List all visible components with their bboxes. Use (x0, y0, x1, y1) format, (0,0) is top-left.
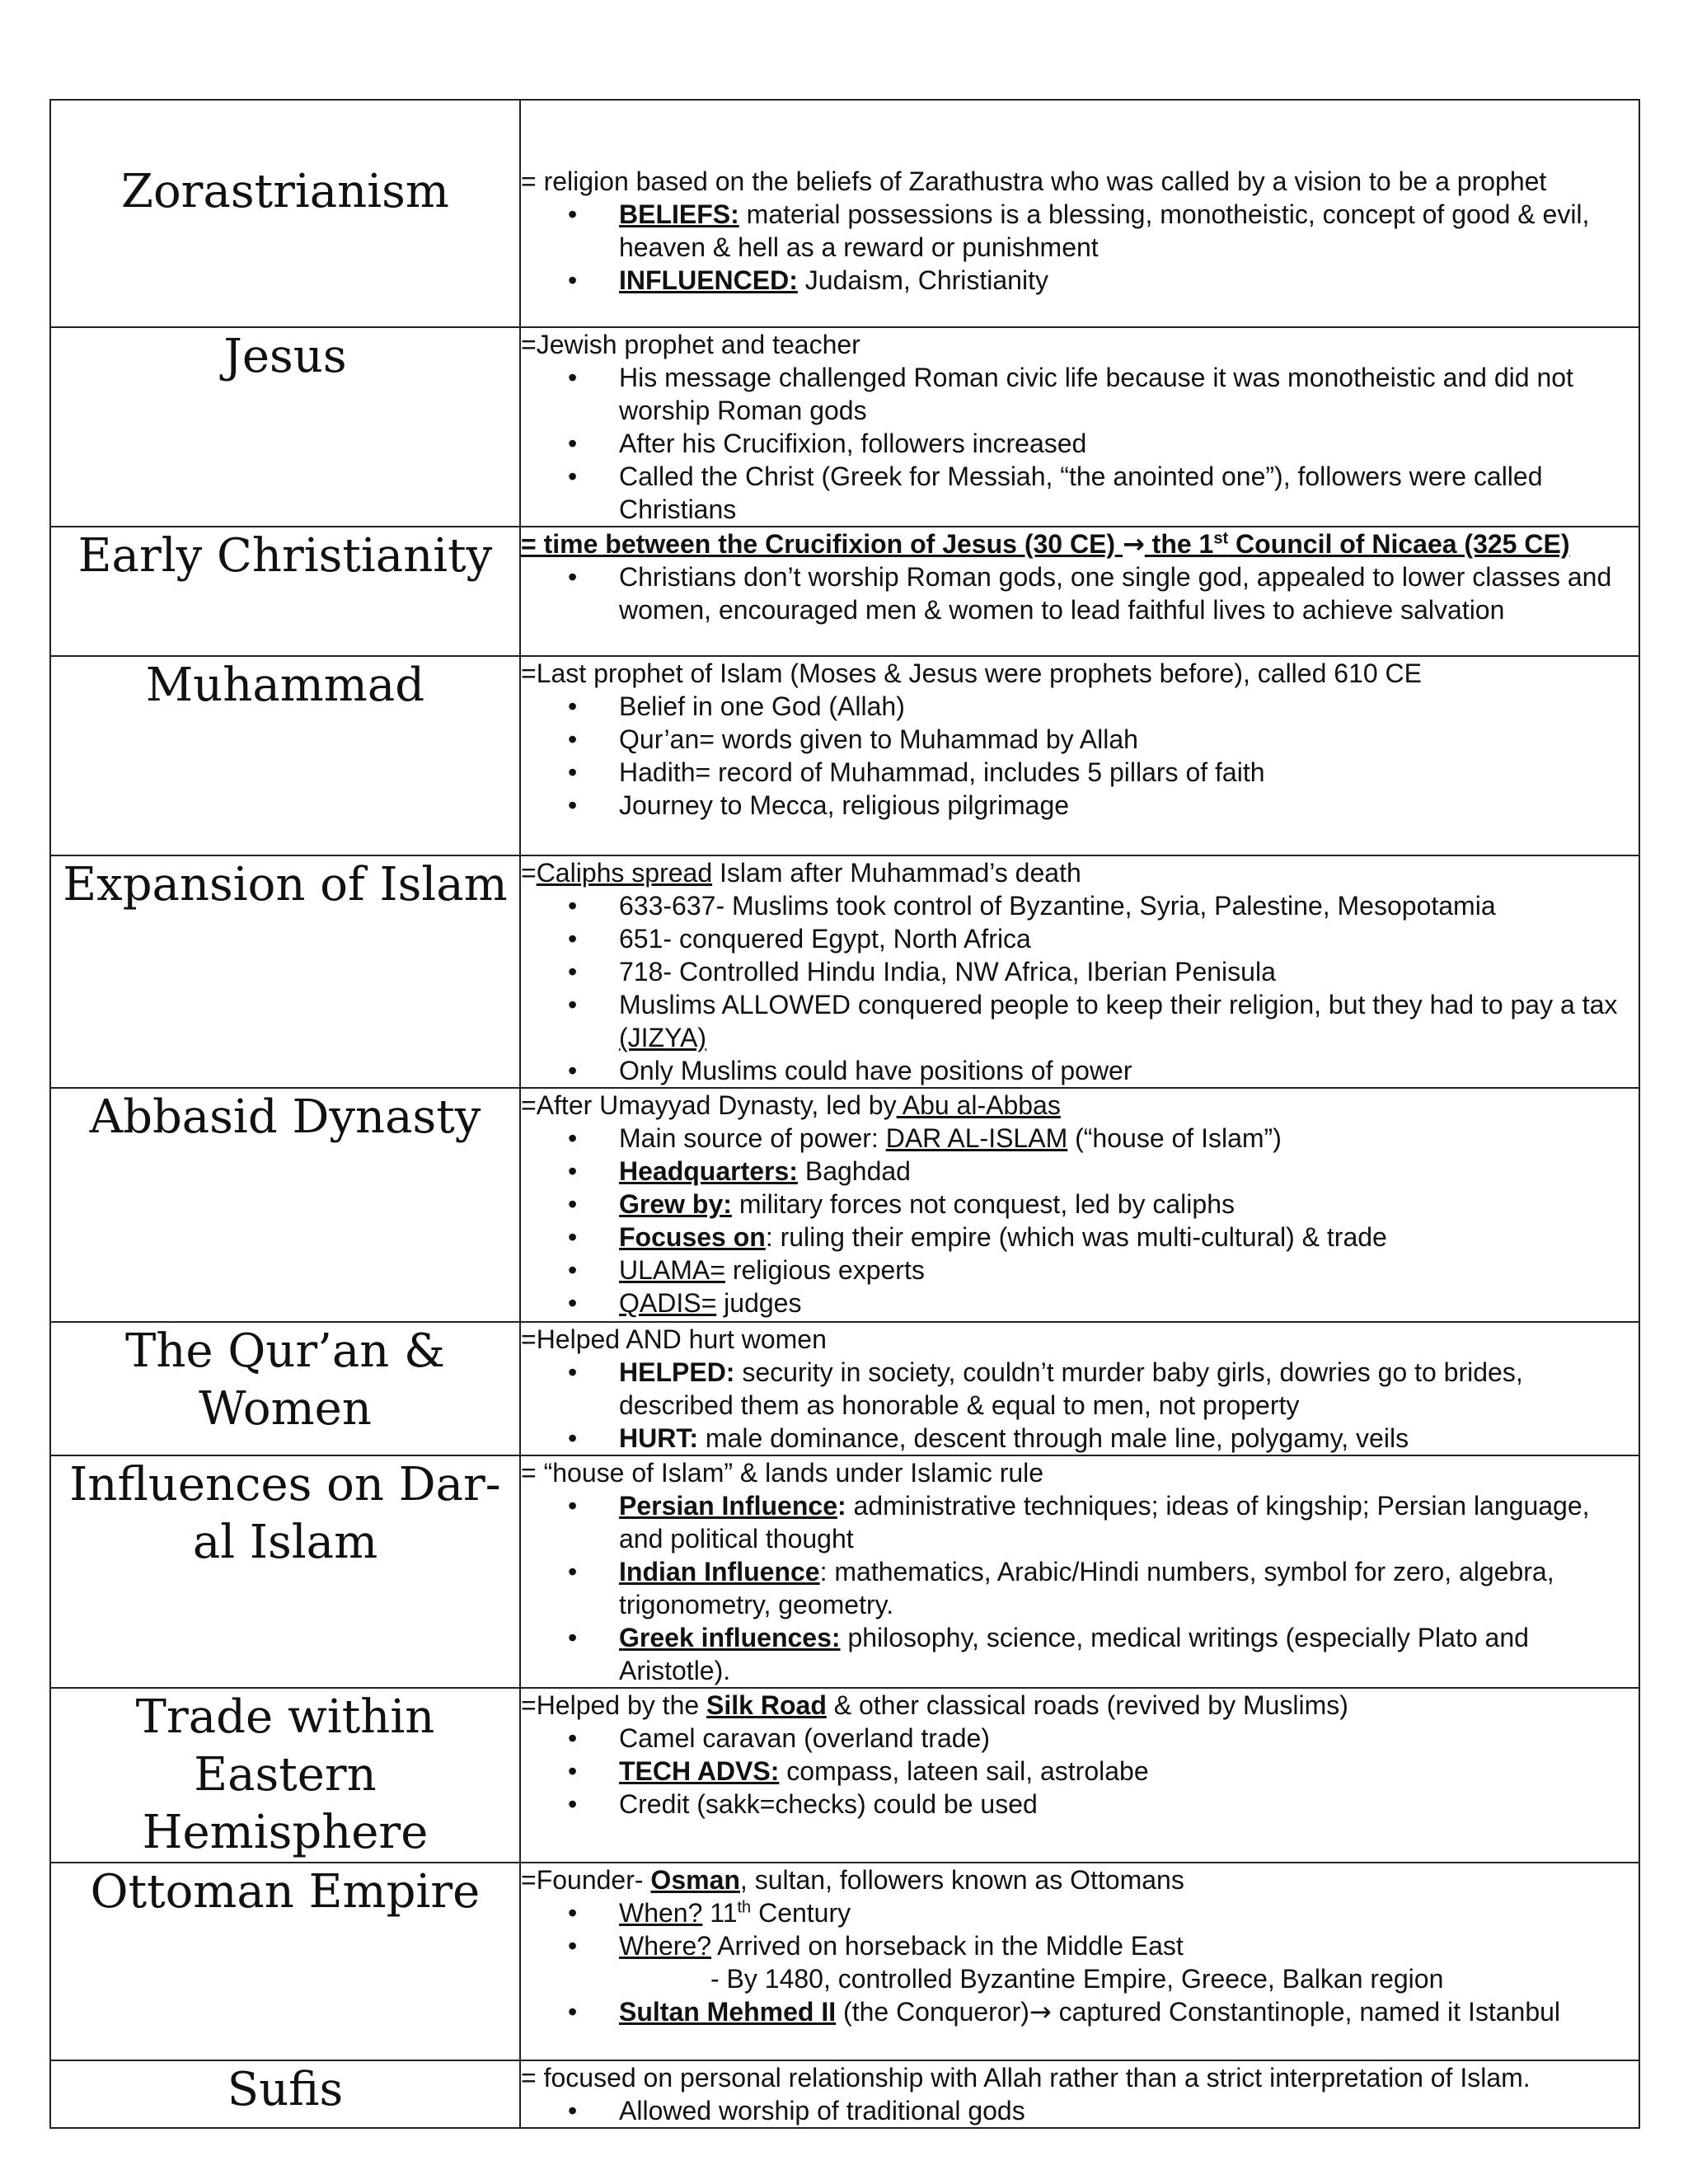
bullet-list (521, 1722, 1639, 1821)
bullet-label: : (837, 1491, 846, 1521)
list-item (619, 1555, 1639, 1621)
description-cell (520, 100, 1639, 327)
term: Jesus (223, 330, 347, 383)
description-cell (520, 1455, 1639, 1688)
term-cell (50, 527, 520, 656)
bullet-label: When? (619, 1898, 703, 1928)
bullet-list (521, 1896, 1639, 2028)
definition: = religion based on the beliefs of Zarathustra who was called by a vision to be a prophet (521, 166, 1547, 196)
term-cell (50, 855, 520, 1088)
bullet-text: (the Conqueror) (836, 1997, 1029, 2027)
arrow-icon: → (1122, 528, 1145, 560)
definition: = focused on personal relationship with Allah rather than a strict interpretation of Islam. (521, 2063, 1531, 2093)
description-cell (520, 327, 1639, 527)
bullet-text: material possessions is a blessing, monotheistic, concept of good & evil, heaven & hell as a reward or punishment (619, 199, 1590, 262)
term-cell (50, 1088, 520, 1322)
bullet-text: (JIZYA) (619, 1023, 707, 1052)
study-table (49, 99, 1640, 2129)
list-item (619, 198, 1639, 264)
term-cell (50, 2060, 520, 2128)
table-row (50, 327, 1639, 527)
bullet-label: HELPED: (619, 1357, 735, 1387)
list-item (619, 1188, 1639, 1221)
definition (521, 1863, 1639, 1896)
bullet-label: Greek influences: (619, 1623, 841, 1652)
term-cell (50, 100, 520, 327)
superscript: st (1213, 529, 1229, 548)
list-item (619, 988, 1639, 1054)
list-item: • His message challenged Roman civic life because it was monotheistic and did not worship Roman gods (619, 361, 1639, 427)
bullet-label: INFLUENCED: (619, 265, 798, 295)
definition-part: = (521, 858, 537, 888)
definition-part: Osman (650, 1865, 740, 1895)
bullet-list (521, 361, 1639, 526)
bullet-label: HURT: (619, 1423, 698, 1453)
definition: =Helped AND hurt women (521, 1324, 827, 1354)
bullet-list (521, 889, 1639, 1087)
term: Ottoman Empire (90, 1865, 481, 1919)
definition-part: & other classical roads (revived by Muslims) (826, 1690, 1348, 1720)
list-item (619, 1286, 1639, 1319)
definition-part: Islam after Muhammad’s death (712, 858, 1081, 888)
bullet-text: military forces not conquest, led by caliphs (731, 1189, 1235, 1219)
list-item: • Only Muslims could have positions of power (619, 1054, 1639, 1087)
term: Abbasid Dynasty (89, 1090, 481, 1144)
description-cell (520, 2060, 1639, 2128)
bullet-label: Where? (619, 1931, 712, 1961)
bullet-label: BELIEFS: (619, 199, 739, 229)
definition-part: =Founder- (521, 1865, 651, 1895)
bullet-label: ULAMA= (619, 1255, 725, 1285)
list-item: • Christians don’t worship Roman gods, one single god, appealed to lower classes and women, encouraged men & women to lead faithful lives to achieve salvation (619, 560, 1639, 626)
term: Muhammad (145, 658, 425, 712)
list-item (619, 1155, 1639, 1188)
table-row (50, 100, 1639, 327)
description-cell (520, 1088, 1639, 1322)
definition-part: the 1 (1144, 529, 1214, 559)
bullet-label: Sultan Mehmed II (619, 1997, 837, 2027)
bullet-text: religious experts (724, 1255, 925, 1285)
list-item: • Qur’an= words given to Muhammad by Allah (619, 723, 1639, 756)
list-item: • Hadith= record of Muhammad, includes 5 pillars of faith (619, 756, 1639, 789)
definition: =Last prophet of Islam (Moses & Jesus were prophets before), called 610 CE (521, 658, 1422, 688)
term-cell (50, 1322, 520, 1455)
definition-part: Caliphs spread (536, 858, 713, 888)
list-item: • 718- Controlled Hindu India, NW Africa, Iberian Penisula (619, 955, 1639, 988)
bullet-text: male dominance, descent through male line, polygamy, veils (697, 1423, 1409, 1453)
bullet-label: Focuses on (619, 1222, 766, 1252)
table-row (50, 1455, 1639, 1688)
term: Influences on Dar-al Islam (69, 1458, 501, 1569)
definition-part: =Helped by the (521, 1690, 707, 1720)
description-cell (520, 656, 1639, 855)
description-cell (520, 1863, 1639, 2060)
description-cell (520, 855, 1639, 1088)
sub-point: - By 1480, controlled Byzantine Empire, Greece, Balkan region (710, 1964, 1444, 1994)
definition-part (1145, 529, 1570, 559)
definition-part: , sultan, followers known as Ottomans (739, 1865, 1184, 1895)
bullet-text: compass, lateen sail, astrolabe (779, 1756, 1149, 1786)
list-item: • Belief in one God (Allah) (619, 690, 1639, 723)
bullet-list (521, 2094, 1639, 2127)
bullet-text: Muslims ALLOWED conquered people to keep their religion, but they had to pay a tax (619, 990, 1618, 1019)
term: Expansion of Islam (63, 858, 508, 912)
list-item (619, 1489, 1639, 1555)
definition: = “house of Islam” & lands under Islamic rule (521, 1458, 1044, 1488)
table-row (50, 2060, 1639, 2128)
bullet-text: Arrived on horseback in the Middle East (711, 1931, 1184, 1961)
bullet-list (521, 1356, 1639, 1455)
list-item (619, 1422, 1639, 1455)
bullet-text: DAR AL-ISLAM (885, 1123, 1068, 1153)
bullet-label: Headquarters: (619, 1156, 798, 1186)
table-row (50, 1863, 1639, 2060)
bullet-label: TECH ADVS: (619, 1756, 780, 1786)
bullet-text: (“house of Islam”) (1067, 1123, 1282, 1153)
definition-part: Silk Road (706, 1690, 827, 1720)
term-cell (50, 656, 520, 855)
bullet-text: Judaism, Christianity (797, 265, 1048, 295)
definition-part: = time between the Crucifixion of Jesus (30 CE) (521, 529, 1123, 559)
description-cell (520, 527, 1639, 656)
definition (521, 1089, 1639, 1122)
list-item: • Camel caravan (overland trade) (619, 1722, 1639, 1755)
bullet-text: security in society, couldn’t murder baby girls, dowries go to brides, described them as honorable & equal to men, not property (619, 1357, 1523, 1420)
list-item (619, 1896, 1639, 1929)
definition: =Jewish prophet and teacher (521, 330, 860, 359)
list-item (619, 264, 1639, 297)
bullet-text: Baghdad (797, 1156, 911, 1186)
term: Sufis (227, 2063, 344, 2116)
bullet-text: captured Constantinople, named it Istanbul (1051, 1997, 1561, 2027)
term-cell (50, 1688, 520, 1863)
superscript: th (737, 1898, 752, 1917)
bullet-text: judges (716, 1288, 802, 1318)
bullet-list (521, 1489, 1639, 1687)
list-item (619, 1122, 1639, 1155)
list-item: • 633-637- Muslims took control of Byzantine, Syria, Palestine, Mesopotamia (619, 889, 1639, 922)
term: Trade within Eastern Hemisphere (135, 1690, 435, 1859)
bullet-text: philosophy, science, medical writings (especially Plato and Aristotle). (619, 1623, 1529, 1685)
list-item (619, 1221, 1639, 1254)
arrow-icon: → (1029, 1996, 1052, 2027)
list-item: • Journey to Mecca, religious pilgrimage (619, 789, 1639, 822)
table-row (50, 855, 1639, 1088)
bullet-list (521, 560, 1639, 626)
bullet-text: Main source of power: (619, 1123, 886, 1153)
list-item: • 651- conquered Egypt, North Africa (619, 922, 1639, 955)
table-row (50, 527, 1639, 656)
bullet-text: administrative techniques; ideas of kingship; Persian language, and political thought (619, 1491, 1590, 1554)
bullet-text: Century (751, 1898, 851, 1928)
list-item: • Called the Christ (Greek for Messiah, “the anointed one”), followers were called Christians (619, 460, 1639, 526)
bullet-text: : ruling their empire (which was multi-cultural) & trade (765, 1222, 1387, 1252)
table-row (50, 1688, 1639, 1863)
bullet-label: Indian Influence (619, 1557, 820, 1586)
list-item (619, 1755, 1639, 1788)
term-cell (50, 1863, 520, 2060)
list-item (619, 1621, 1639, 1687)
bullet-label: Persian Influence (619, 1491, 837, 1521)
bullet-label: Grew by: (619, 1189, 732, 1219)
term: Zorastrianism (121, 165, 449, 218)
list-item (619, 1254, 1639, 1286)
bullet-label: QADIS= (619, 1288, 717, 1318)
bullet-list (521, 1122, 1639, 1319)
bullet-text: : mathematics, Arabic/Hindi numbers, symbol for zero, algebra, trigonometry, geometry. (619, 1557, 1554, 1619)
term: The Qur’an & Women (124, 1324, 445, 1436)
list-item: • Allowed worship of traditional gods (619, 2094, 1639, 2127)
study-guide (49, 99, 1640, 2129)
bullet-list (521, 690, 1639, 822)
table-row (50, 656, 1639, 855)
list-item: • Credit (sakk=checks) could be used (619, 1788, 1639, 1821)
term-cell (50, 327, 520, 527)
definition (521, 1689, 1639, 1722)
definition (521, 856, 1639, 889)
term-cell (50, 1455, 520, 1688)
description-cell (520, 1688, 1639, 1863)
description-cell (520, 1322, 1639, 1455)
list-item (619, 1356, 1639, 1422)
term: Early Christianity (77, 529, 493, 583)
definition-part: =After Umayyad Dynasty, led by (521, 1090, 897, 1120)
definition (521, 527, 1639, 560)
list-item (619, 1929, 1639, 1995)
table-row (50, 1322, 1639, 1455)
list-item: • After his Crucifixion, followers increased (619, 427, 1639, 460)
list-item (619, 1995, 1639, 2028)
bullet-text: 11 (702, 1898, 738, 1928)
definition-part: Abu al-Abbas (896, 1090, 1061, 1120)
definition-part: Council of Nicaea (325 CE) (1228, 529, 1570, 559)
table-row (50, 1088, 1639, 1322)
bullet-list (521, 198, 1639, 297)
